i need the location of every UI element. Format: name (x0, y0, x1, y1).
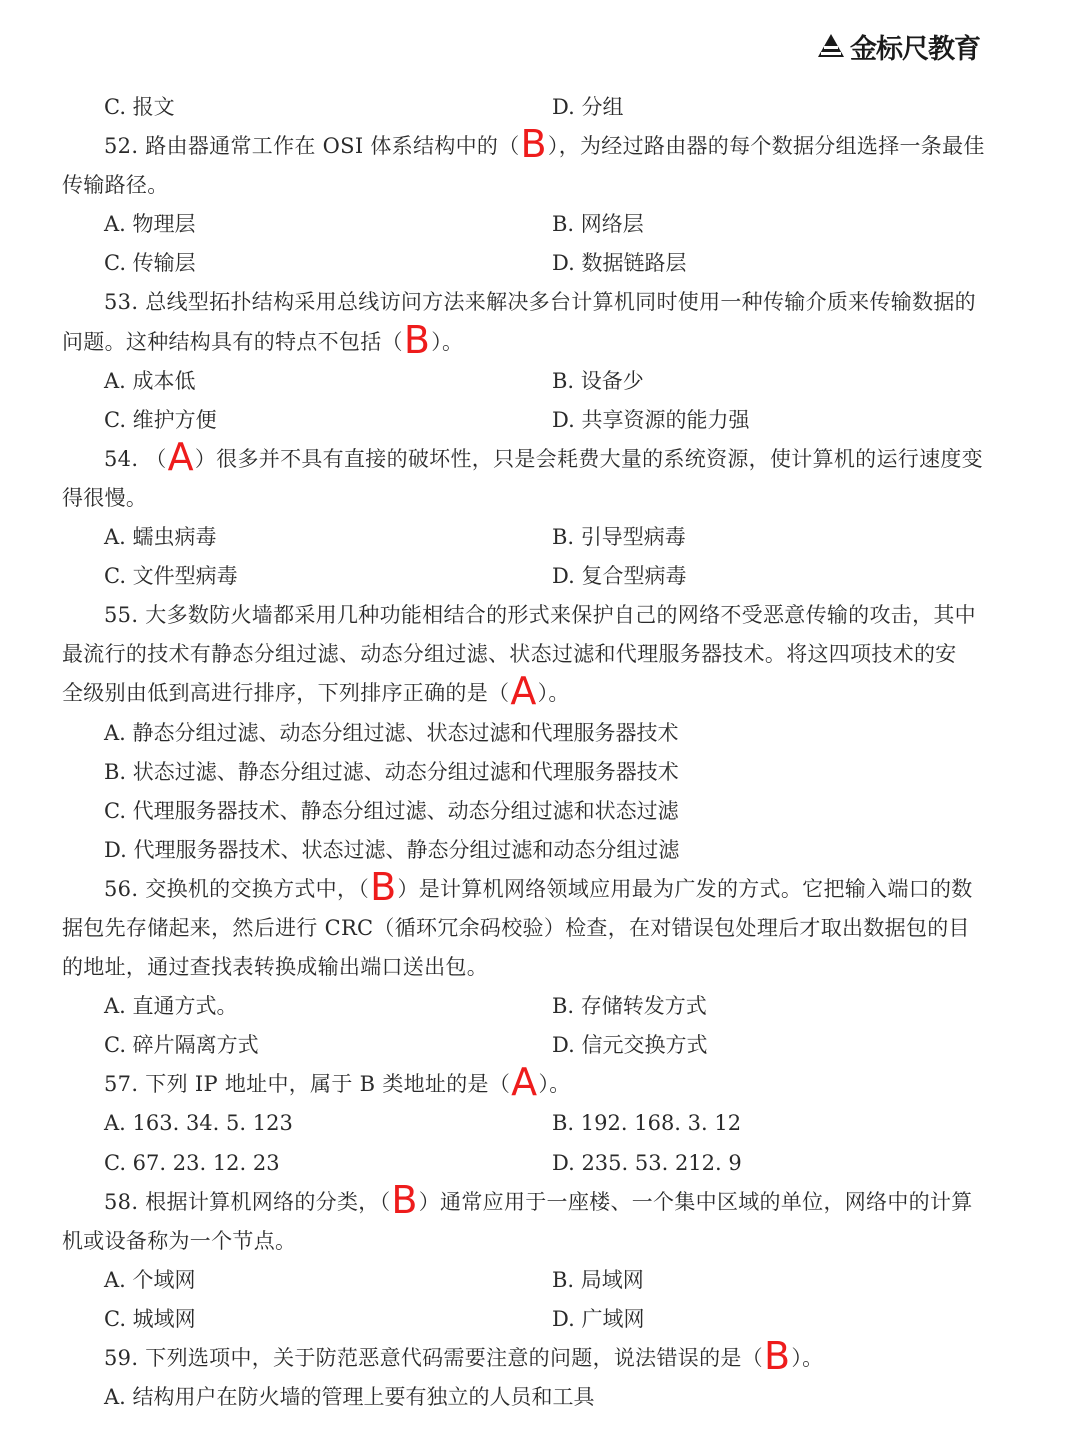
option-a: A. 个域网 (104, 1267, 196, 1292)
question-52-line-2: 传输路径。 (62, 173, 169, 198)
brand-logo (816, 30, 980, 65)
option-a: A. 成本低 (104, 368, 196, 393)
option-b: B. 状态过滤、静态分组过滤、动态分组过滤和代理服务器技术 (104, 759, 679, 784)
brand-name: 金标尺教育 (850, 33, 980, 65)
option-c: C. 代理服务器技术、静态分组过滤、动态分组过滤和状态过滤 (104, 798, 679, 823)
option-a: A. 静态分组过滤、动态分组过滤、状态过滤和代理服务器技术 (104, 720, 679, 745)
option-a: A. 直通方式。 (104, 994, 238, 1019)
option-a: A. 结构用户在防火墙的管理上要有独立的人员和工具 (104, 1385, 595, 1410)
options-row (62, 1300, 992, 1339)
question-page (62, 88, 992, 1417)
question-53-line-1: 53. 总线型拓扑结构采用总线访问方法来解决多台计算机同时使用一种传输介质来传输数据的 (104, 290, 976, 315)
option-d: D. 代理服务器技术、状态过滤、静态分组过滤和动态分组过滤 (104, 837, 680, 862)
option-d: D. 复合型病毒 (552, 564, 687, 589)
option-c: C. 文件型病毒 (104, 564, 238, 589)
question-52-line-1: 52. 路由器通常工作在 OSI 体系结构中的（B），为经过路由器的每个数据分组选择一条最佳 (104, 122, 985, 167)
options-row (62, 1144, 992, 1183)
option-d: D. 共享资源的能力强 (552, 407, 750, 432)
question-56-line-1: 56. 交换机的交换方式中，（B）是计算机网络领域应用最为广发的方式。它把输入端口的数 (104, 864, 973, 909)
option-b: B. 局域网 (552, 1267, 644, 1292)
question-55-line-3: 全级别由低到高进行排序，下列排序正确的是（A）。 (62, 669, 570, 714)
option-c: C. 67. 23. 12. 23 (104, 1150, 280, 1175)
option-b: B. 设备少 (552, 368, 644, 393)
question-55-line-2: 最流行的技术有静态分组过滤、动态分组过滤、状态过滤和代理服务器技术。将这四项技术的安 (62, 642, 957, 667)
answer-mark: A (167, 434, 194, 479)
answer-mark: A (510, 669, 537, 714)
question-54-line-2: 得很慢。 (62, 485, 148, 510)
option-d: D. 信元交换方式 (552, 1033, 708, 1058)
option-d: D. 数据链路层 (552, 251, 687, 276)
option-d: D. 235. 53. 212. 9 (552, 1150, 742, 1175)
answer-mark: B (763, 1334, 791, 1378)
option-c: C. 报文 (104, 95, 175, 119)
option-d: D. 分组 (552, 95, 624, 119)
options-row (62, 401, 992, 440)
option-c: C. 碎片隔离方式 (104, 1033, 259, 1058)
answer-mark: B (370, 864, 397, 909)
answer-mark: B (520, 122, 547, 167)
option-a: A. 蠕虫病毒 (104, 525, 217, 550)
answer-mark: A (511, 1060, 538, 1105)
options-row (62, 205, 992, 244)
option-d: D. 广域网 (552, 1306, 645, 1331)
question-55-line-1: 55. 大多数防火墙都采用几种功能相结合的形式来保护自己的网络不受恶意传输的攻击，其中 (104, 603, 976, 628)
option-c: C. 维护方便 (104, 407, 217, 432)
mountain-triangle-logo-icon (816, 32, 846, 60)
options-row (62, 244, 992, 283)
question-58-line-1: 58. 根据计算机网络的分类，（B）通常应用于一座楼、一个集中区域的单位，网络中的计算 (104, 1177, 973, 1222)
option-c: C. 传输层 (104, 251, 196, 276)
options-row (62, 1104, 992, 1143)
question-56-line-3: 的地址，通过查找表转换成输出端口送出包。 (62, 955, 488, 980)
options-row (62, 557, 992, 596)
question-53-line-2: 问题。这种结构具有的特点不包括（B）。 (62, 317, 464, 362)
question-54-line-1: 54. （A）很多并不具有直接的破坏性，只是会耗费大量的系统资源，使计算机的运行速度变 (104, 434, 983, 479)
question-59-line-1: 59. 下列选项中，关于防范恶意代码需要注意的问题，说法错误的是（B）。 (104, 1334, 824, 1378)
options-row (62, 362, 992, 401)
option-b: B. 192. 168. 3. 12 (552, 1111, 742, 1136)
answer-mark: B (403, 317, 431, 362)
option-a: A. 163. 34. 5. 123 (104, 1111, 293, 1136)
option-b: B. 引导型病毒 (552, 525, 686, 550)
question-56-line-2: 据包先存储起来，然后进行 CRC（循环冗余码校验）检查，在对错误包处理后才取出数据包的目 (62, 915, 970, 940)
option-a: A. 物理层 (104, 212, 196, 237)
options-row (62, 987, 992, 1026)
options-row (62, 1261, 992, 1300)
question-57-line-1: 57. 下列 IP 地址中，属于 B 类地址的是（A）。 (104, 1060, 571, 1105)
answer-mark: B (391, 1177, 418, 1222)
options-row (62, 518, 992, 557)
option-c: C. 城域网 (104, 1306, 196, 1331)
option-b: B. 存储转发方式 (552, 994, 707, 1019)
question-58-line-2: 机或设备称为一个节点。 (62, 1228, 297, 1253)
option-b: B. 网络层 (552, 212, 644, 237)
